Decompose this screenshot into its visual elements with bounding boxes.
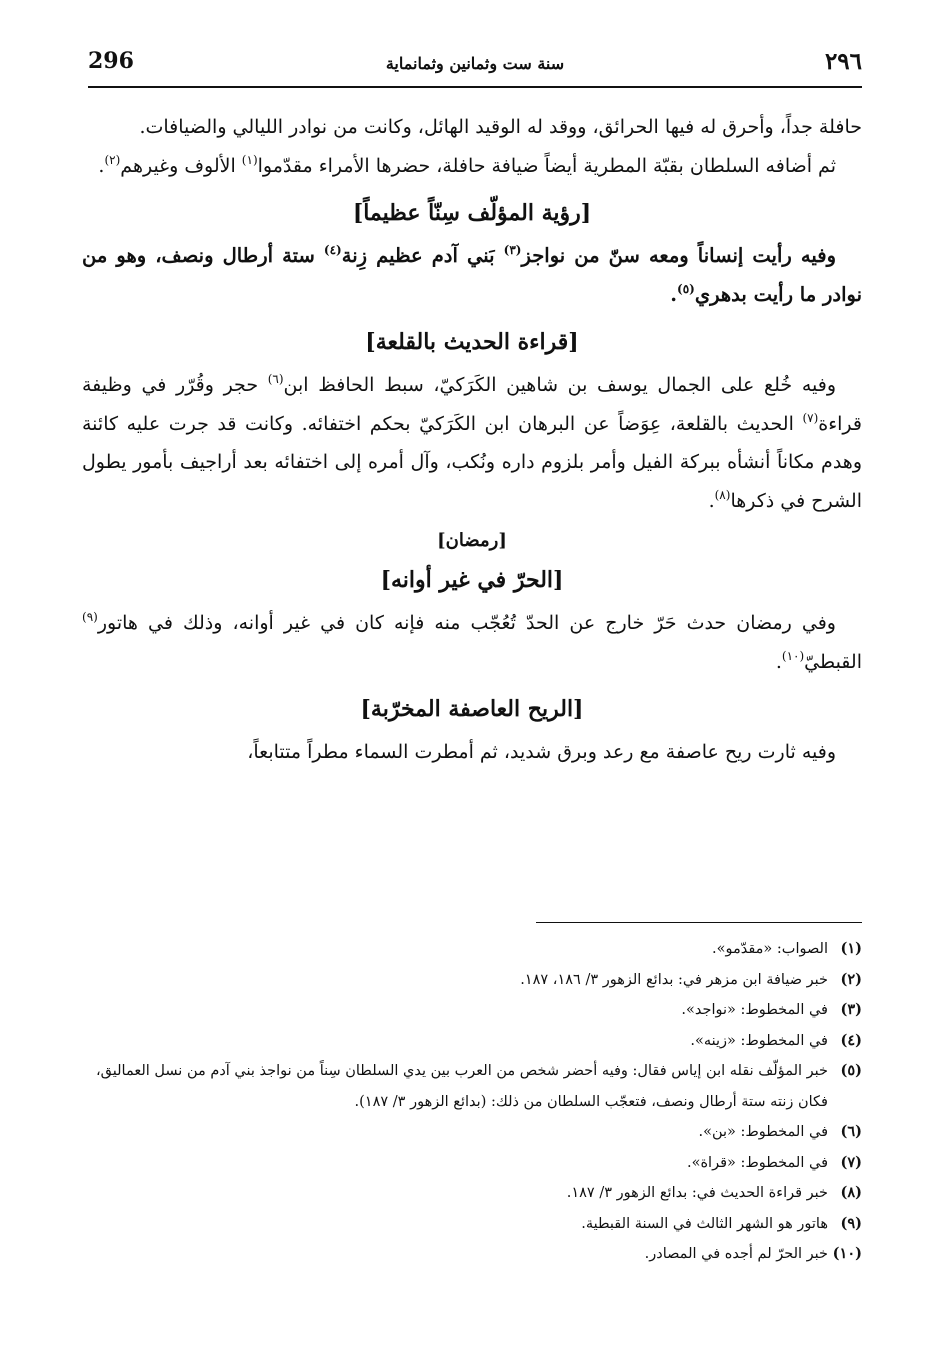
running-title: سنة ست وثمانين وثمانماية: [385, 54, 565, 73]
footnote-ref-2[interactable]: (٢): [104, 152, 121, 167]
footnote-ref-3[interactable]: (٣): [503, 243, 522, 257]
section-heading-ramadan: [رمضان]: [437, 530, 507, 551]
main-text: [82, 108, 862, 772]
footnote-item: (٧) في المخطوط: «قراة».: [686, 1153, 862, 1171]
footnote-item: (٢) خبر ضيافة ابن مزهر في: بدائع الزهور ٣/ ١٨٦، ١٨٧.: [520, 970, 862, 988]
footnote-item: (١) الصواب: «مقدّمو».: [711, 940, 862, 957]
footnote-ref-9[interactable]: (٩): [82, 610, 98, 624]
paragraph-5: وفي رمضان حدث حَرّ خارج عن الحدّ تُعُجّب منه فإنه كان في غير أوانه، وذلك في هاتور$^{(٩)}$ القبطيّ$^{(١٠)}$.: [82, 610, 862, 673]
section-heading-heat: [الحرّ في غير أوانه]: [380, 567, 564, 593]
section-heading-wind: [الريح العاصفة المخرّبة]: [360, 696, 584, 722]
paragraph-1: حافلة جداً، وأحرق له فيها الحرائق، ووقد له الوقيد الهائل، وكانت من نوادر الليالي والضيافات.: [139, 116, 862, 138]
page-number-latin: 296: [88, 48, 134, 74]
footnote-item: (١٠) خبر الحرّ لم أجده في المصادر.: [644, 1245, 862, 1262]
footnote-item: (٩) هاتور هو الشهر الثالث في السنة القبطية.: [581, 1214, 862, 1232]
footnote-item: (٣) في المخطوط: «نواجد».: [681, 1001, 862, 1018]
footnote-ref-8[interactable]: (٨): [714, 487, 731, 502]
footnote-ref-6[interactable]: (٦): [267, 372, 284, 386]
page-number-arabic: ٢٩٦: [824, 48, 862, 75]
footnote-item: (٦) في المخطوط: «بن».: [698, 1123, 862, 1140]
footnote-item: (٤) في المخطوط: «زينه».: [690, 1031, 862, 1049]
footnote-ref-10[interactable]: (١٠): [781, 648, 805, 663]
footnote-ref-1[interactable]: (١): [241, 152, 258, 167]
footnote-divider: [536, 922, 862, 923]
section-heading-hadith: [قراءة الحديث بالقلعة]: [365, 329, 579, 355]
footnote-item: (٥) خبر المؤلّف نقله ابن إياس فقال: وفيه أحضر شخص من العرب بين يدي السلطان سِناً من نواجذ بني آدم من نسل العماليق، فكان زنته ستة أرطال ونصف، فتعجّب السلطان من ذلك: (بدائع الزهور ٣/ ١٨٧).: [95, 1062, 862, 1110]
paragraph-2: ثم أضافه السلطان بقبّة المطرية أيضاً ضيافة حافلة، حضرها الأمراء مقدّموا$^{(١)}$ الألوف وغيرهم$^{(٢)}$.: [98, 152, 836, 177]
section-heading-tooth: [رؤية المؤلّف سِنّاً عظيماً]: [352, 200, 592, 226]
footnote-ref-7[interactable]: (٧): [802, 410, 819, 425]
footnotes: [82, 934, 862, 1270]
paragraph-3: وفيه رأيت إنساناً ومعه سنّ من نواجز$^{(٣)}$ بَني آدم عظيم زِنة$^{(٤)}$ ستة أرطال ونصف، وهو من نوادر ما رأيت بدهري$^{(٥)}$.: [82, 243, 862, 306]
footnote-ref-4[interactable]: (٤): [323, 243, 342, 257]
footnote-ref-5[interactable]: (٥): [677, 281, 695, 296]
paragraph-6: وفيه ثارت ريح عاصفة مع رعد وبرق شديد، ثم أمطرت السماء مطراً متتابعاً،: [247, 741, 836, 763]
footnote-item: (٨) خبر قراءة الحديث في: بدائع الزهور ٣/ ١٨٧.: [566, 1184, 862, 1201]
page-header: [88, 46, 862, 88]
paragraph-4: وفيه خُلع على الجمال يوسف بن شاهين الكَرَكيّ، سبط الحافظ ابن$^{(٦)}$ حجر وقُرّر في وظيفة قراءة$^{(٧)}$ الحديث بالقلعة، عِوَضاً عن البرهان ابن الكَرَكيّ بحكم اختفائه. وكانت قد جرت عليه كائنة وهدم مكاناً أنشأه ببركة الفيل وأمر بلزوم داره ونُكب، وآل أمره إلى اختفائه بعد أراجيف بأمور يطول الشرح في ذكرها$^{(٨)}$.: [82, 372, 862, 512]
